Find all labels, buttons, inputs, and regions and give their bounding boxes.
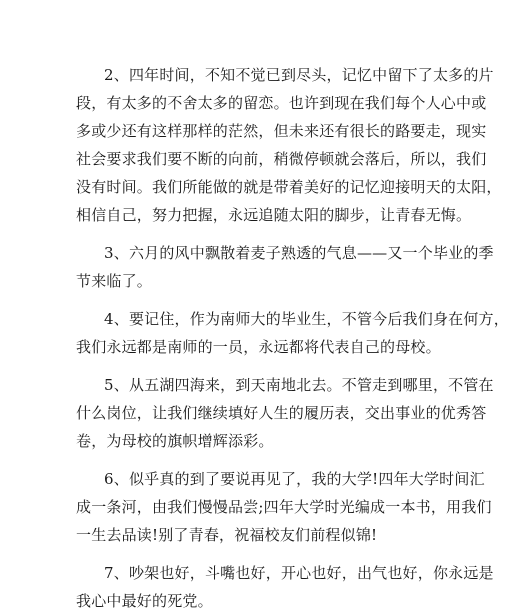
text-line: 成一条河，由我们慢慢品尝;四年大学时光编成一本书，用我们 [76,498,492,516]
text-line: 一生去品读!别了青春，祝福校友们前程似锦! [76,526,378,544]
text-line: 7、吵架也好，斗嘴也好，开心也好，出气也好，你永远是 [104,564,494,582]
text-line: 节来临了。 [76,272,153,290]
text-line: 卷，为母校的旗帜增辉添彩。 [76,432,274,450]
text-line: 多或少还有这样那样的茫然，但未来还有很长的路要走，现实 [76,122,487,140]
text-line: 相信自己，努力把握，永远追随太阳的脚步，让青春无悔。 [76,206,472,224]
text-line: 我们永远都是南师的一员，永远都将代表自己的母校。 [76,338,441,356]
text-line: 段，有太多的不舍太多的留恋。也许到现在我们每个人心中或 [76,94,487,112]
text-line: 2、四年时间，不知不觉已到尽头，记忆中留下了太多的片 [104,66,494,84]
text-line: 我心中最好的死党。 [76,592,213,610]
text-line: 什么岗位，让我们继续填好人生的履历表，交出事业的优秀答 [76,404,487,422]
text-line: 社会要求我们要不断的向前，稍微停顿就会落后，所以，我们 [76,150,487,168]
text-line: 没有时间。我们所能做的就是带着美好的记忆迎接明天的太阳， [76,178,502,196]
text-line: 3、六月的风中飘散着麦子熟透的气息——又一个毕业的季 [104,244,494,262]
text-line: 4、要记住，作为南师大的毕业生，不管今后我们身在何方， [104,310,509,328]
text-line: 6、似乎真的到了要说再见了，我的大学!四年大学时间汇 [104,470,485,488]
text-line: 5、从五湖四海来，到天南地北去。不管走到哪里，不管在 [104,376,494,394]
